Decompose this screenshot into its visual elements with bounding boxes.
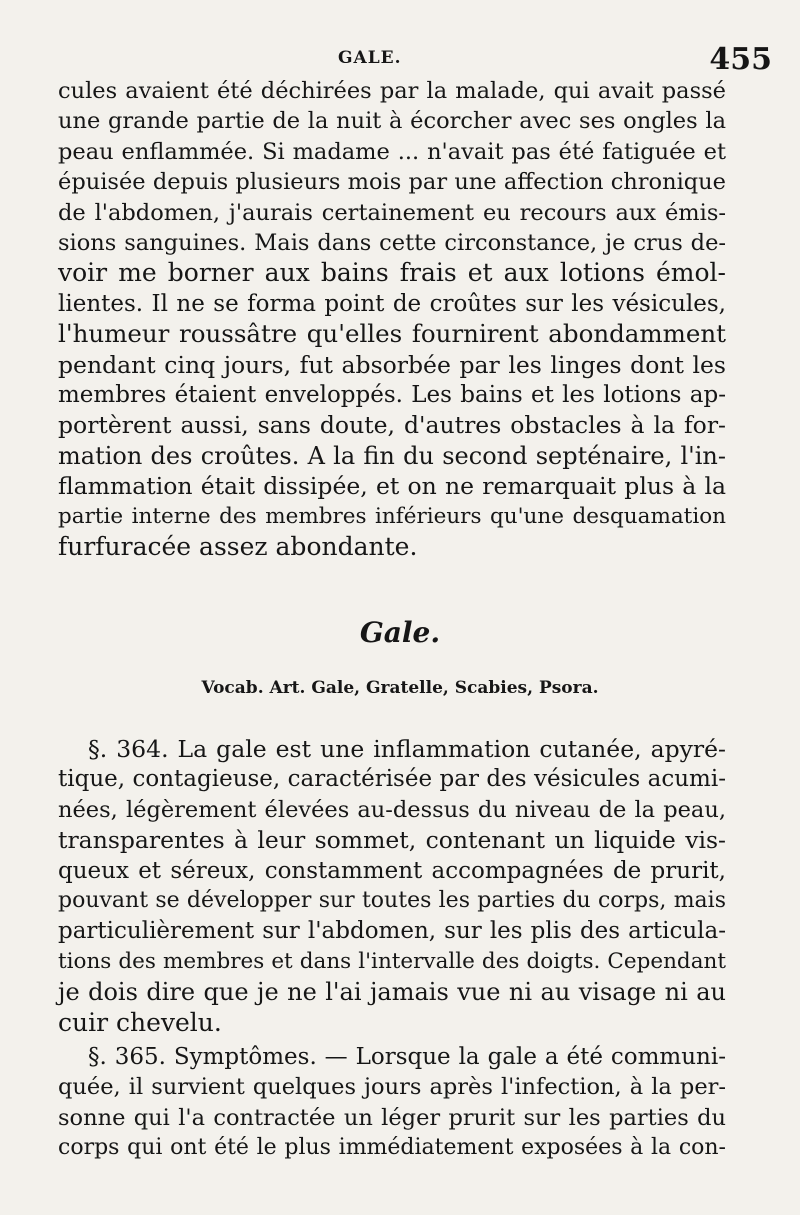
text-line: lientes. Il ne se forma point de croûtes sur les vésicules, <box>58 290 726 317</box>
text-line: l'humeur roussâtre qu'elles fournirent abondamment <box>58 319 726 349</box>
text-line: partie interne des membres inférieurs qu'une desquamation <box>58 503 726 529</box>
text-line: épuisée depuis plusieurs mois par une affection chronique <box>58 169 726 196</box>
paragraph-continued <box>58 76 726 563</box>
text-line: je dois dire que je ne l'ai jamais vue ni au visage ni au <box>58 978 726 1007</box>
text-line: nées, légèrement élevées au-dessus du niveau de la peau, <box>58 796 726 823</box>
text-line: furfuracée assez abondante. <box>58 532 418 562</box>
text-line: sonne qui l'a contractée un léger prurit sur les parties du <box>58 1104 726 1131</box>
text-line: portèrent aussi, sans doute, d'autres obstacles à la for- <box>58 411 726 440</box>
text-line: de l'abdomen, j'aurais certainement eu recours aux émis- <box>58 199 726 226</box>
text-line: §. 364. La gale est une inflammation cutanée, apyré- <box>88 735 726 763</box>
page-number: 455 <box>709 42 772 77</box>
running-title: GALE. <box>338 48 402 68</box>
text-line: §. 365. Symptômes. — Lorsque la gale a été communi- <box>88 1044 726 1070</box>
text-line: pouvant se développer sur toutes les parties du corps, mais <box>58 888 726 914</box>
text-line: flammation était dissipée, et on ne remarquait plus à la <box>58 472 726 501</box>
text-line: cules avaient été déchirées par la malade, qui avait passé <box>58 78 726 104</box>
text-line: sions sanguines. Mais dans cette circonstance, je crus de- <box>58 230 726 257</box>
text-line: tique, contagieuse, caractérisée par des vésicules acumi- <box>58 766 726 793</box>
text-line: voir me borner aux bains frais et aux lotions émol- <box>58 258 726 288</box>
text-line: particulièrement sur l'abdomen, sur les plis des articula- <box>58 918 726 945</box>
text-line: queux et séreux, constamment accompagnées de prurit, <box>58 857 726 884</box>
vocabulary-reference: Vocab. Art. Gale, Gratelle, Scabies, Psora. <box>201 678 599 698</box>
paragraph-364 <box>58 734 726 1038</box>
text-line: pendant cinq jours, fut absorbée par les linges dont les <box>58 350 726 379</box>
section-heading: Gale. <box>359 616 441 649</box>
text-line: peau enflammée. Si madame ... n'avait pas été fatiguée et <box>58 138 726 165</box>
text-line: transparentes à leur sommet, contenant un liquide vis- <box>58 826 726 855</box>
text-line: une grande partie de la nuit à écorcher avec ses ongles la <box>58 108 726 135</box>
text-line: mation des croûtes. A la fin du second septénaire, l'in- <box>58 441 726 470</box>
text-line: quée, il survient quelques jours après l'infection, à la per- <box>58 1074 726 1101</box>
text-line: corps qui ont été le plus immédiatement exposées à la con- <box>58 1135 726 1161</box>
text-line: cuir chevelu. <box>58 1007 222 1037</box>
paragraph-365 <box>58 1042 726 1164</box>
text-line: tions des membres et dans l'intervalle des doigts. Cependant <box>58 948 726 974</box>
text-line: membres étaient enveloppés. Les bains et les lotions ap- <box>58 382 726 409</box>
